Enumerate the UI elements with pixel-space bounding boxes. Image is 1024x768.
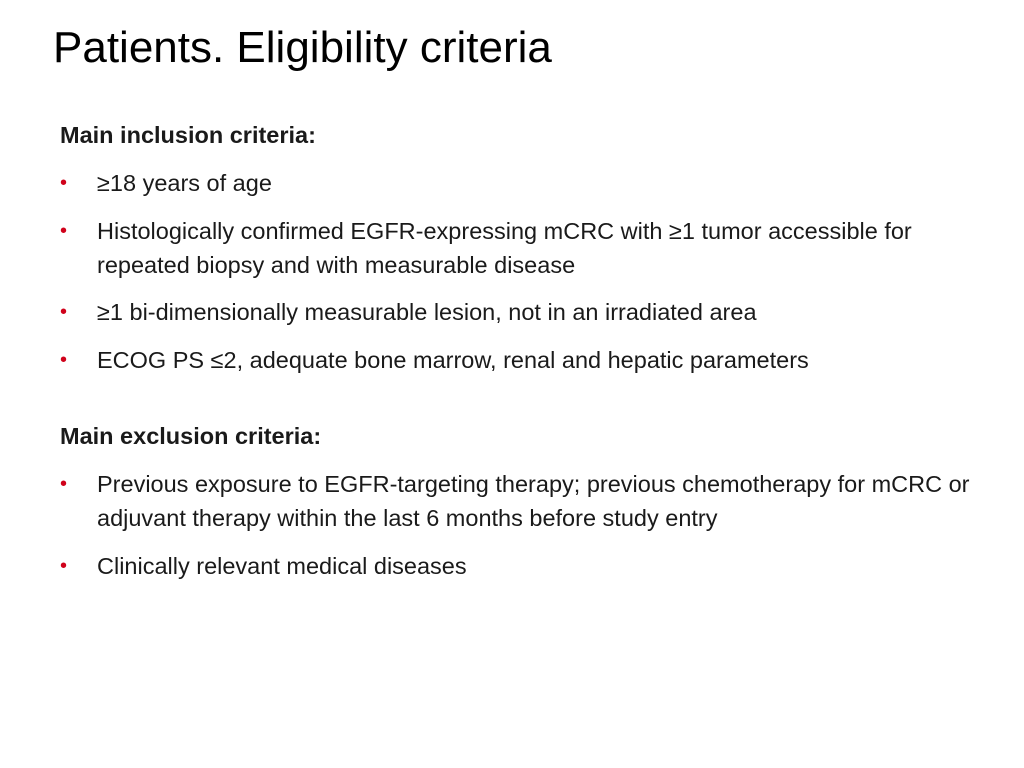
- criterion-text: ECOG PS ≤2, adequate bone marrow, renal and hepatic parameters: [97, 346, 809, 373]
- bullet-icon: •: [60, 301, 68, 323]
- inclusion-criteria-section: [60, 118, 990, 377]
- slide-title: Patients. Eligibility criteria: [53, 23, 552, 72]
- exclusion-criteria-section: [60, 419, 990, 583]
- list-item: [60, 166, 990, 200]
- list-item: [60, 214, 990, 282]
- criterion-text: ≥18 years of age: [97, 170, 272, 196]
- bullet-icon: •: [60, 172, 68, 194]
- exclusion-criteria-heading: Main exclusion criteria:: [60, 423, 322, 449]
- list-item: [60, 549, 990, 583]
- list-item: [60, 343, 990, 377]
- exclusion-criteria-list: [60, 467, 990, 583]
- bullet-icon: •: [60, 473, 68, 495]
- criterion-text: ≥1 bi-dimensionally measurable lesion, not in an irradiated area: [97, 299, 757, 325]
- inclusion-criteria-heading: Main inclusion criteria:: [60, 122, 316, 148]
- list-item: [60, 467, 990, 535]
- list-item: [60, 295, 990, 329]
- bullet-icon: •: [60, 554, 68, 577]
- bullet-icon: •: [60, 219, 68, 242]
- criterion-text: Previous exposure to EGFR-targeting therapy; previous chemotherapy for mCRC or adjuvant therapy within the last 6 months before study entry: [97, 471, 970, 531]
- criterion-text: Clinically relevant medical diseases: [97, 552, 467, 579]
- bullet-icon: •: [60, 348, 68, 371]
- inclusion-criteria-list: [60, 166, 990, 377]
- criterion-text: Histologically confirmed EGFR-expressing mCRC with ≥1 tumor accessible for repeated biopsy and with measurable disease: [97, 217, 912, 278]
